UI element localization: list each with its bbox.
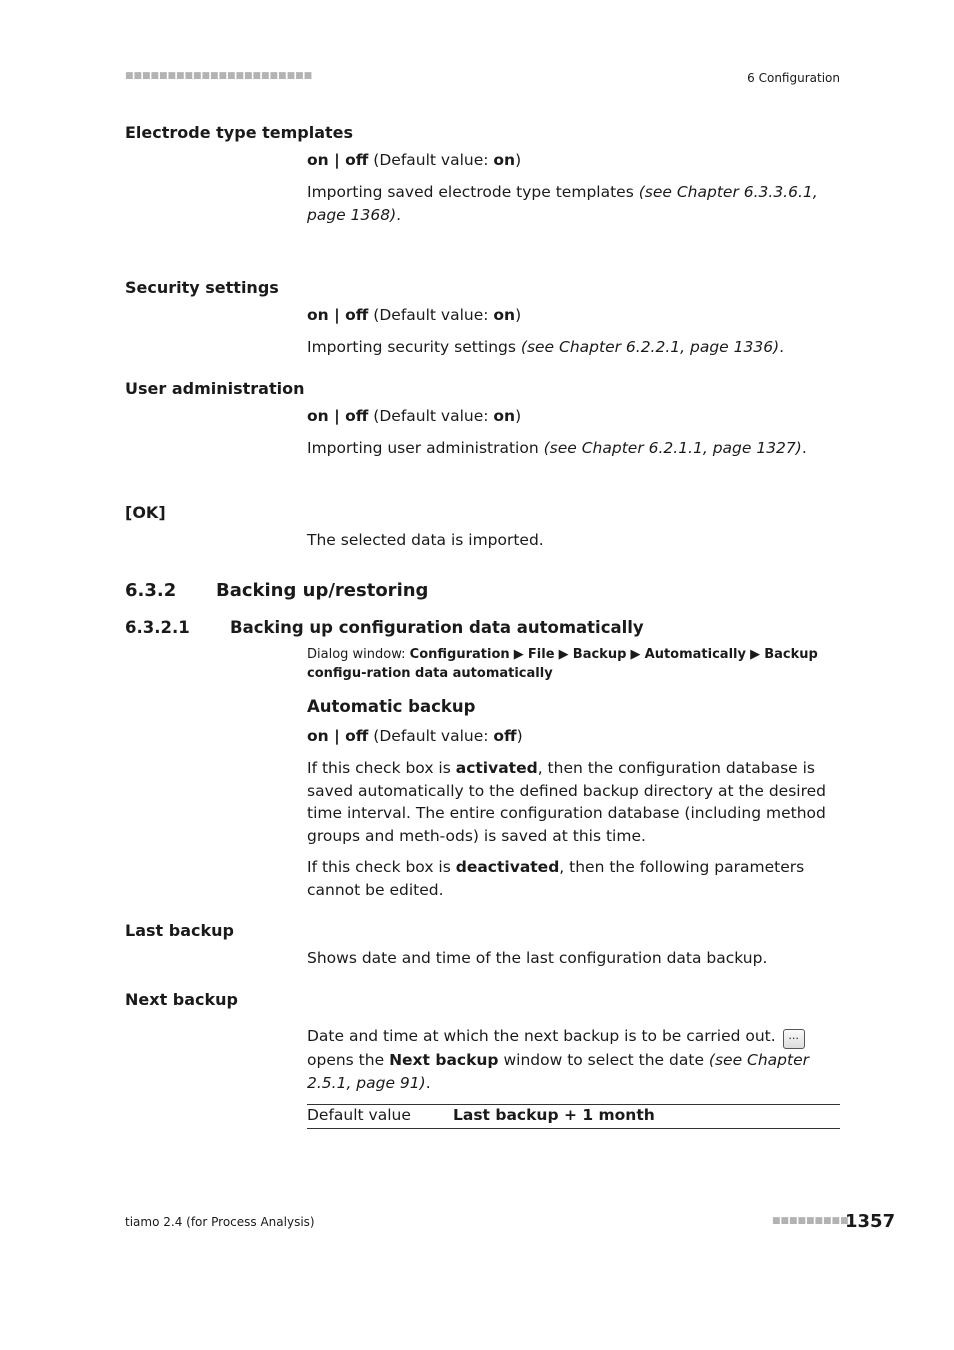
automatic-backup-onoff: on | off (Default value: off) [307, 727, 523, 745]
security-chapter-link[interactable]: (see Chapter 6.2.2.1, page 1336) [520, 338, 780, 356]
electrode-onoff: on | off (Default value: on) [307, 151, 522, 169]
electrode-chapter-link[interactable]: (see Chapter 6.3.3.6.1, page 1368) [307, 183, 818, 224]
default-value-value: Last backup + 1 month [453, 1106, 655, 1124]
ellipsis-button-icon: ... [783, 1029, 805, 1049]
default-value-label: Default value [307, 1106, 411, 1124]
useradmin-chapter-link[interactable]: (see Chapter 6.2.1.1, page 1327) [543, 439, 802, 457]
term-user-administration: User administration [125, 379, 305, 398]
automatic-backup-deactivated-desc: If this check box is deactivated, then the following parameters cannot be edited. [307, 858, 805, 899]
term-last-backup: Last backup [125, 921, 234, 940]
useradmin-onoff: on | off (Default value: on) [307, 407, 522, 425]
term-next-backup: Next backup [125, 990, 238, 1009]
page-number: 1357 [845, 1211, 896, 1232]
term-electrode-type-templates: Electrode type templates [125, 123, 354, 142]
term-ok-button: [OK] [125, 503, 166, 522]
next-backup-chapter-link[interactable]: (see Chapter 2.5.1, page 91) [307, 1051, 809, 1092]
security-description: Importing security settings (see Chapter 6.2.2.1, page 1336). [307, 338, 785, 356]
dialog-window-path: Dialog window: Configuration ▶ File ▶ Backup ▶ Automatically ▶ Backup configu-ration data automatically [307, 647, 818, 681]
default-value-table [307, 1104, 840, 1129]
security-onoff: on | off (Default value: on) [307, 306, 522, 324]
electrode-description: Importing saved electrode type templates (see Chapter 6.3.3.6.1, page 1368). [307, 183, 818, 224]
section-heading-6-3-2-1: 6.3.2.1 Backing up configuration data automatically [125, 618, 644, 637]
automatic-backup-activated-desc: If this check box is activated, then the configuration database is saved automatically to the defined backup directory at the desired time interval. The entire configuration database (including method groups and meth-ods) is saved at this time. [307, 759, 827, 845]
section-heading-6-3-2: 6.3.2 Backing up/restoring [125, 580, 429, 601]
footer-product: tiamo 2.4 (for Process Analysis) [125, 1215, 315, 1229]
term-security-settings: Security settings [125, 278, 279, 297]
useradmin-description: Importing user administration (see Chapter 6.2.1.1, page 1327). [307, 439, 807, 457]
last-backup-description: Shows date and time of the last configuration data backup. [307, 949, 768, 967]
automatic-backup-title: Automatic backup [307, 697, 476, 716]
header-decoration: ■■■■■■■■■■■■■■■■■■■■■■ [125, 71, 313, 81]
header-chapter: 6 Configuration [747, 71, 840, 85]
footer-decoration: ■■■■■■■■■ [772, 1216, 849, 1226]
next-backup-description: Date and time at which the next backup is to be carried out. ... opens the Next backup window to select the date (see Chapter 2.5.1, page 91). [307, 1027, 809, 1092]
ok-description: The selected data is imported. [307, 531, 544, 549]
